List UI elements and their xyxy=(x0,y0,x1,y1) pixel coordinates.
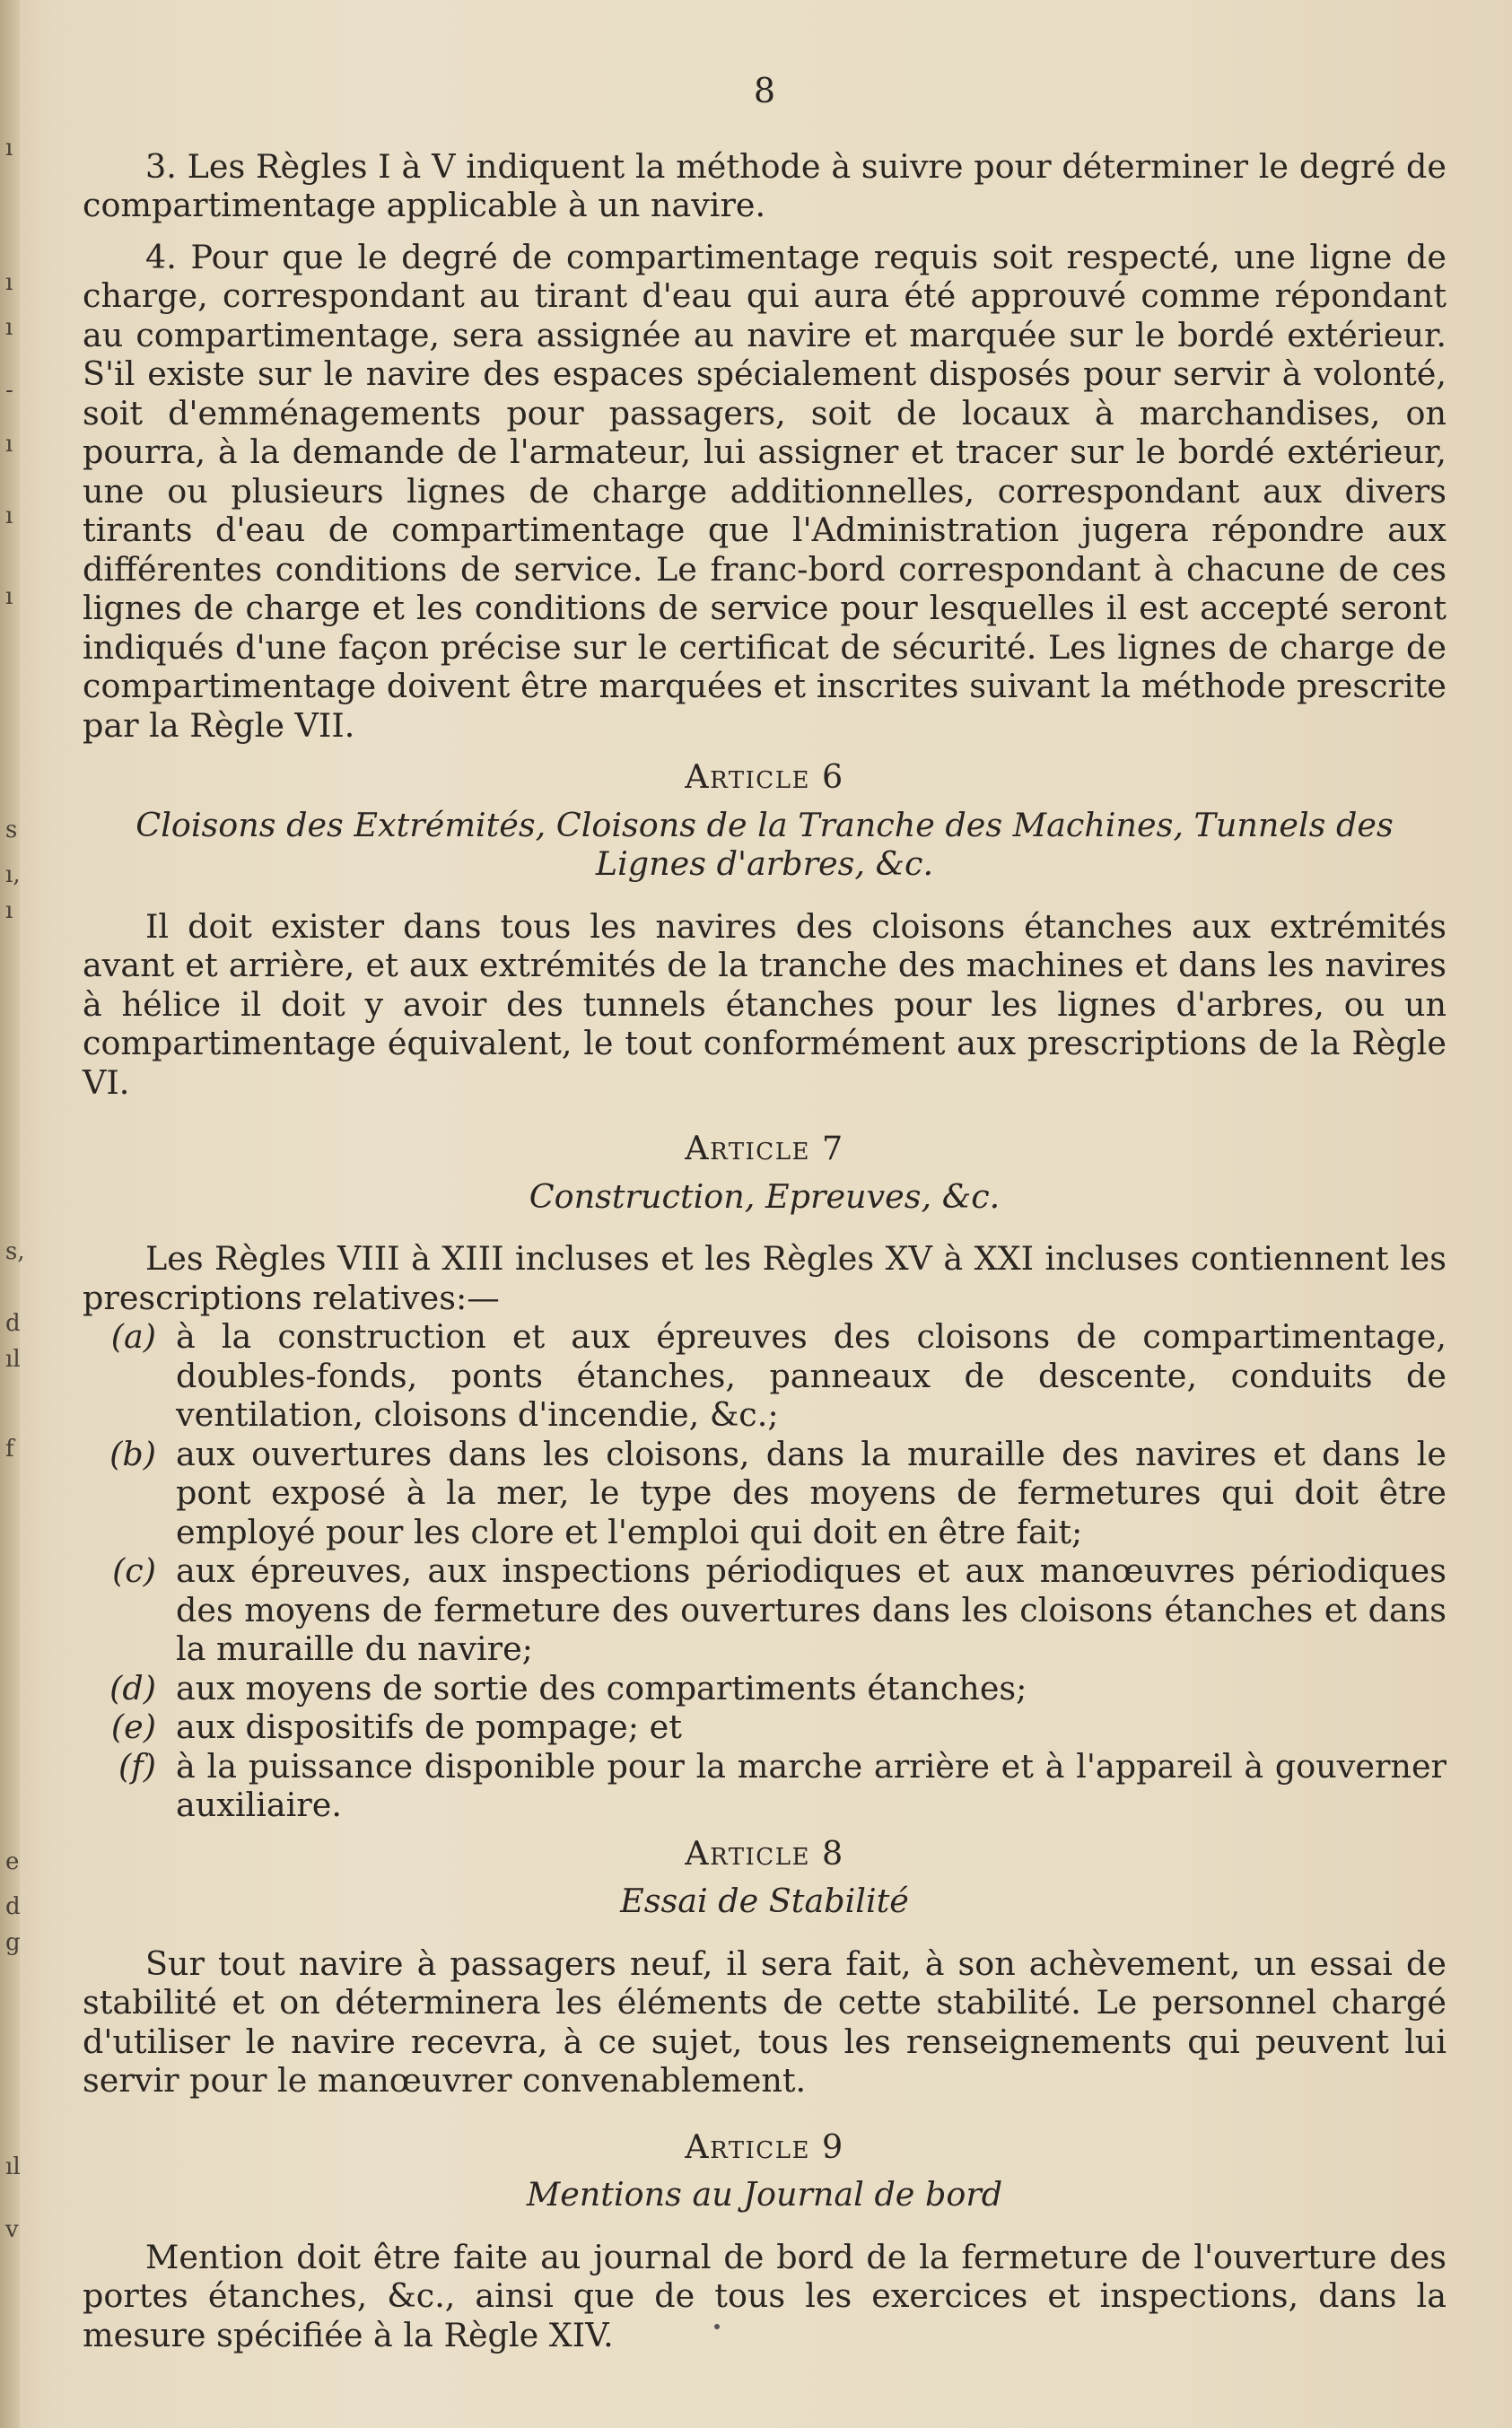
gutter-mark: v xyxy=(5,2216,19,2243)
article-8-text: Sur tout navire à passagers neuf, il sera fait, à son achèvement, un essai de stabilité et on déterminera les éléments de cette stabilité. Le personnel chargé d'utiliser le navire recevra, à ce sujet, tous les renseignements qui peuvent lui servir pour le manœuvrer convenablement. xyxy=(83,1943,1446,2100)
binding-gutter xyxy=(0,0,25,2428)
gutter-mark: ıl xyxy=(5,1346,21,1373)
list-item-text: aux dispositifs de pompage; et xyxy=(176,1707,682,1746)
gutter-mark: ıl xyxy=(5,2153,21,2180)
article-7-list xyxy=(83,1317,1446,1825)
gutter-mark: ı xyxy=(5,502,13,529)
list-item xyxy=(83,1551,1446,1669)
print-speck xyxy=(714,2324,720,2329)
gutter-mark: d xyxy=(5,1893,21,1920)
article-7-title: Construction, Epreuves, &c. xyxy=(529,1176,1001,1216)
list-item xyxy=(83,1317,1446,1435)
paragraph-3: 3. Les Règles I à V indiquent la méthode à suivre pour déterminer le degré de compartimentage applicable à un navire. xyxy=(83,146,1446,224)
list-item-text: aux ouvertures dans les cloisons, dans la muraille des navires et dans le pont exposé à la mer, le type des moyens de fermetures qui doit être employé pour les clore et l'emploi qui doit en être fait; xyxy=(176,1434,1446,1551)
gutter-mark: ı xyxy=(5,431,13,458)
article-6-text: Il doit exister dans tous les navires des cloisons étanches aux extrémités avant et arrière, et aux extrémités de la tranche des machines et dans les navires à hélice il doit y avoir des tunnels étanches pour les lignes d'arbres, ou un compartimentage équivalent, le tout conformément aux prescriptions de la Règle VI. xyxy=(83,906,1446,1102)
page-number: 8 xyxy=(753,71,776,110)
gutter-mark: s, xyxy=(5,1238,25,1265)
gutter-mark: ı xyxy=(5,314,13,341)
article-9-title: Mentions au Journal de bord xyxy=(526,2175,1003,2214)
article-9-heading: Article 9 xyxy=(685,2127,844,2166)
list-item-text: aux épreuves, aux inspections périodiques et aux manœuvres périodiques des moyens de fermeture des ouvertures dans les cloisons étanches et dans la muraille du navire; xyxy=(176,1551,1446,1668)
gutter-mark: ı xyxy=(5,897,13,924)
gutter-mark: - xyxy=(5,377,13,404)
gutter-mark: g xyxy=(5,1929,21,1956)
list-item xyxy=(83,1747,1446,1825)
paragraph-4: 4. Pour que le degré de compartimentage requis soit respecté, une ligne de charge, correspondant au tirant d'eau qui aura été approuvé comme répondant au compartimentage, sera assignée au navire et marquée sur le bordé extérieur. S'il existe sur le navire des espaces spécialement disposés pour servir à volonté, soit d'emménagements pour passagers, soit de locaux à marchandises, on pourra, à la demande de l'armateur, lui assigner et tracer sur le bordé extérieur, une ou plusieurs lignes de charge additionnelles, correspondant aux divers tirants d'eau de compartimentage que l'Administration jugera répondre aux différentes conditions de service. Le franc-bord correspondant à chacune de ces lignes de charge et les conditions de service pour lesquelles il est accepté seront indiqués d'une façon précise sur le certificat de sécurité. Les lignes de charge de compartimentage doivent être marquées et inscrites suivant la méthode prescrite par la Règle VII. xyxy=(83,237,1446,745)
list-marker: (e) xyxy=(110,1707,156,1746)
gutter-mark: d xyxy=(5,1310,21,1337)
list-marker: (d) xyxy=(109,1668,156,1707)
gutter-mark: ı, xyxy=(5,861,21,888)
article-7-heading: Article 7 xyxy=(685,1129,844,1167)
gutter-mark: f xyxy=(5,1436,14,1463)
article-6-title: Cloisons des Extrémités, Cloisons de la Tranche des Machines, Tunnels des Lignes d'arbres, &c. xyxy=(135,805,1394,883)
gutter-mark: ı xyxy=(5,269,13,296)
list-item-text: à la puissance disponible pour la marche arrière et à l'appareil à gouverner auxiliaire. xyxy=(176,1746,1446,1824)
gutter-mark: s xyxy=(5,817,18,843)
list-item-text: à la construction et aux épreuves des cloisons de compartimentage, doubles-fonds, ponts étanches, panneaux de descente, conduits de ventilation, cloisons d'incendie, &c.; xyxy=(176,1317,1446,1434)
gutter-mark: e xyxy=(5,1848,20,1875)
list-marker: (b) xyxy=(109,1434,156,1473)
list-item xyxy=(83,1435,1446,1552)
list-marker: (c) xyxy=(112,1551,156,1590)
list-marker: (a) xyxy=(110,1317,156,1356)
article-7-intro: Les Règles VIII à XIII incluses et les Règles XV à XXI incluses contiennent les prescriptions relatives:— xyxy=(83,1239,1446,1317)
article-8-heading: Article 8 xyxy=(685,1833,844,1873)
article-6-heading: Article 6 xyxy=(685,757,844,796)
list-item xyxy=(83,1707,1446,1747)
gutter-mark: ı xyxy=(5,583,13,610)
list-marker: (f) xyxy=(118,1746,156,1786)
article-9-text: Mention doit être faite au journal de bord de la fermeture de l'ouverture des portes étanches, &c., ainsi que de tous les exercices et inspections, dans la mesure spécifiée à la Règle XIV. xyxy=(83,2237,1446,2354)
page-content xyxy=(83,72,1446,2367)
list-item-text: aux moyens de sortie des compartiments étanches; xyxy=(176,1668,1027,1707)
gutter-mark: ı xyxy=(5,135,13,162)
article-8-title: Essai de Stabilité xyxy=(620,1882,909,1920)
list-item xyxy=(83,1669,1446,1708)
